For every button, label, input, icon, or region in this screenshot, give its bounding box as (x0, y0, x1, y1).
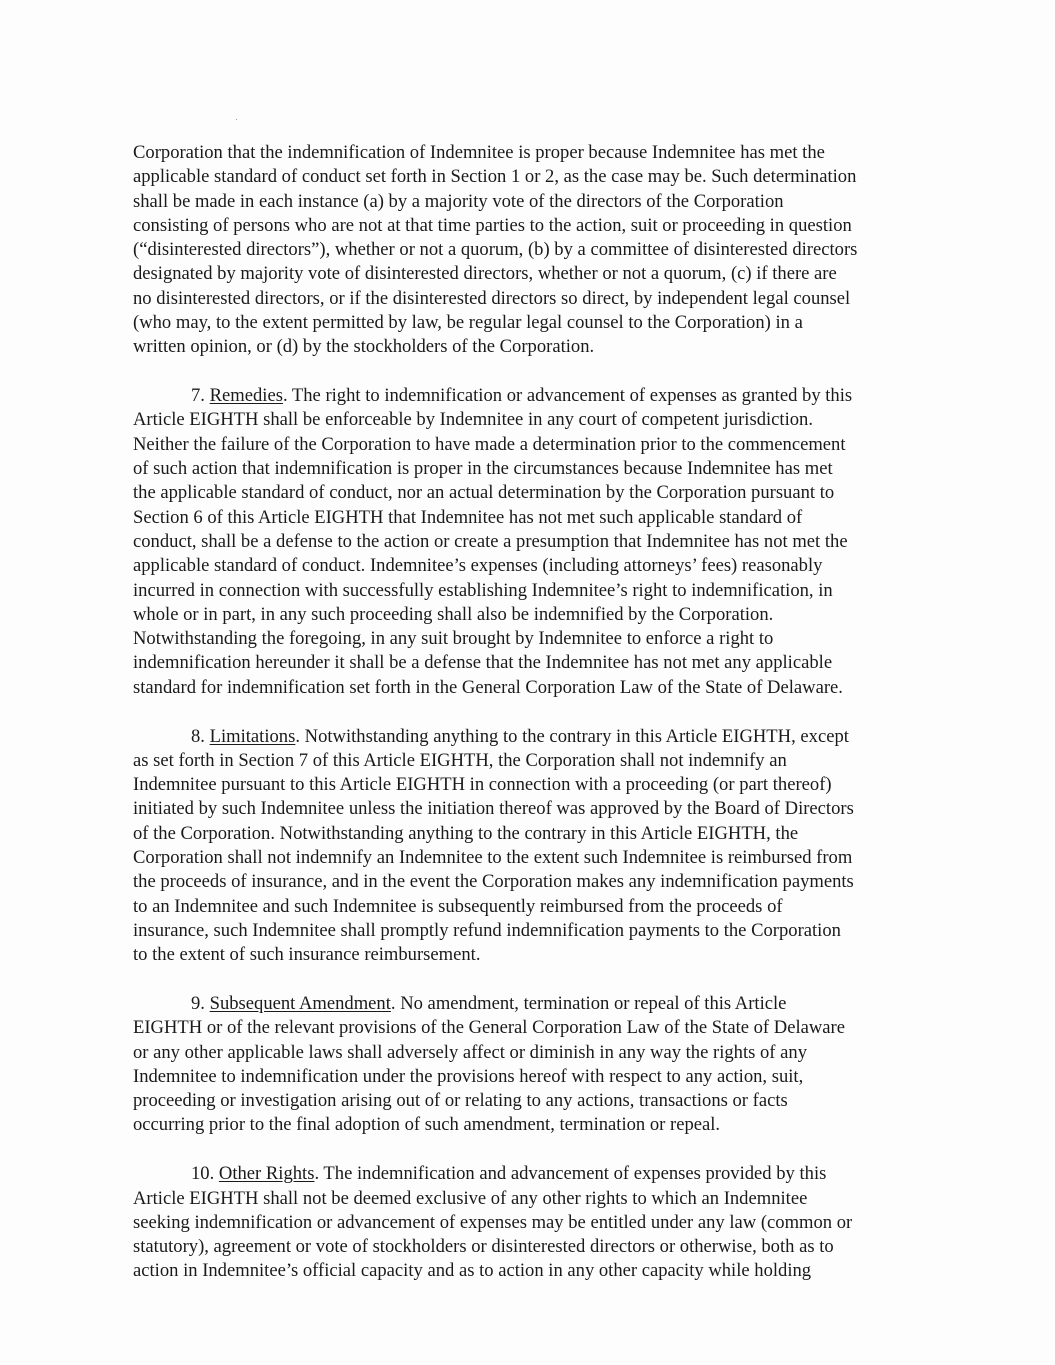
section-7-remedies (133, 384, 945, 700)
section-10-other-rights (133, 1162, 945, 1283)
section-number: 9. (191, 993, 205, 1014)
text-line: Article EIGHTH shall be enforceable by Indemnitee in any court of competent jurisdiction. (133, 409, 813, 431)
text-line: insurance, such Indemnitee shall promptly refund indemnification payments to the Corporation (133, 919, 841, 941)
text-line: Notwithstanding the foregoing, in any suit brought by Indemnitee to enforce a right to (133, 628, 774, 650)
section-heading: Remedies (209, 385, 283, 407)
section-first-line-text: . No amendment, termination or repeal of this Article (390, 993, 787, 1014)
text-line: seeking indemnification or advancement of expenses may be entitled under any law (common or (133, 1211, 853, 1233)
text-line: applicable standard of conduct set forth in Section 1 or 2, as the case may be. Such determination (133, 166, 857, 188)
section-number: 8. (191, 725, 205, 747)
text-line: Corporation that the indemnification of Indemnitee is proper because Indemnitee has met the (133, 142, 825, 163)
section-first-line-text: . Notwithstanding anything to the contrary in this Article EIGHTH, except (295, 725, 849, 747)
text-line: as set forth in Section 7 of this Article EIGHTH, the Corporation shall not indemnify an (133, 749, 787, 771)
section-first-line-text: . The right to indemnification or advancement of expenses as granted by this (282, 385, 853, 407)
text-line: conduct, shall be a defense to the action or create a presumption that Indemnitee has not met the (133, 530, 848, 552)
text-line: to an Indemnitee and such Indemnitee is subsequently reimbursed from the proceeds of (133, 895, 783, 917)
text-line: or any other applicable laws shall adversely affect or diminish in any way the rights of any (133, 1041, 807, 1063)
text-line: Indemnitee pursuant to this Article EIGHTH in connection with a proceeding (or part thereof) (133, 774, 832, 796)
text-line: of the Corporation. Notwithstanding anything to the contrary in this Article EIGHTH, the (133, 822, 799, 844)
text-line: proceeding or investigation arising out of or relating to any actions, transactions or facts (133, 1090, 788, 1112)
text-line: (“disinterested directors”), whether or not a quorum, (b) by a committee of disinterested directors (133, 239, 858, 261)
text-line: no disinterested directors, or if the disinterested directors so direct, by independent legal counsel (133, 287, 851, 309)
text-line: Article EIGHTH shall not be deemed exclusive of any other rights to which an Indemnitee (133, 1187, 808, 1209)
section-number: 7. (191, 385, 205, 407)
text-line: Indemnitee to indemnification under the provisions hereof with respect to any action, suit, (133, 1065, 804, 1087)
text-line: Section 6 of this Article EIGHTH that Indemnitee has not met such applicable standard of (133, 506, 803, 528)
section-9-subsequent-amendment (133, 992, 945, 1138)
text-line: shall be made in each instance (a) by a majority vote of the directors of the Corporation (133, 190, 784, 212)
text-line: to the extent of such insurance reimbursement. (133, 944, 481, 966)
section-first-line-text: . The indemnification and advancement of expenses provided by this (314, 1163, 827, 1185)
scan-speck (236, 119, 237, 120)
text-line: statutory), agreement or vote of stockholders or disinterested directors or otherwise, both as to (133, 1236, 834, 1258)
text-line: occurring prior to the final adoption of such amendment, termination or repeal. (133, 1114, 721, 1136)
section-heading: Limitations (209, 725, 296, 747)
text-line: whole or in part, in any such proceeding shall also be indemnified by the Corporation. (133, 603, 774, 625)
text-line: Neither the failure of the Corporation to have made a determination prior to the commencement (133, 433, 846, 455)
text-line: EIGHTH or of the relevant provisions of the General Corporation Law of the State of Delaware (133, 1017, 846, 1039)
text-line: the proceeds of insurance, and in the event the Corporation makes any indemnification payments (133, 871, 854, 893)
text-line: written opinion, or (d) by the stockholders of the Corporation. (133, 336, 595, 358)
text-line: Corporation shall not indemnify an Indemnitee to the extent such Indemnitee is reimbursed from (133, 847, 853, 869)
document-body (133, 141, 945, 1284)
text-line: incurred in connection with successfully establishing Indemnitee’s right to indemnification, in (133, 579, 833, 601)
text-line: action in Indemnitee’s official capacity and as to action in any other capacity while holding (133, 1260, 812, 1282)
text-line: (who may, to the extent permitted by law, be regular legal counsel to the Corporation) in a (133, 312, 803, 334)
section-8-limitations (133, 725, 945, 968)
text-line: the applicable standard of conduct, nor an actual determination by the Corporation pursuant to (133, 482, 835, 504)
section-heading: Subsequent Amendment (209, 993, 391, 1014)
intro-paragraph (133, 141, 945, 360)
section-first-line (133, 384, 945, 408)
section-first-line (133, 1162, 945, 1186)
text-line: indemnification hereunder it shall be a defense that the Indemnitee has not met any applicable (133, 652, 833, 674)
text-line: applicable standard of conduct. Indemnitee’s expenses (including attorneys’ fees) reasonably (133, 555, 823, 577)
section-first-line (133, 992, 945, 1016)
section-heading: Other Rights (218, 1163, 315, 1185)
text-line: initiated by such Indemnitee unless the initiation thereof was approved by the Board of Directors (133, 798, 854, 820)
text-line: designated by majority vote of disinterested directors, whether or not a quorum, (c) if there are (133, 263, 837, 285)
section-first-line (133, 725, 945, 749)
text-line: standard for indemnification set forth in the General Corporation Law of the State of Delaware. (133, 676, 843, 698)
text-line: of such action that indemnification is proper in the circumstances because Indemnitee has met (133, 458, 833, 480)
section-number: 10. (191, 1163, 215, 1185)
text-line: consisting of persons who are not at that time parties to the action, suit or proceeding in question (133, 214, 852, 236)
